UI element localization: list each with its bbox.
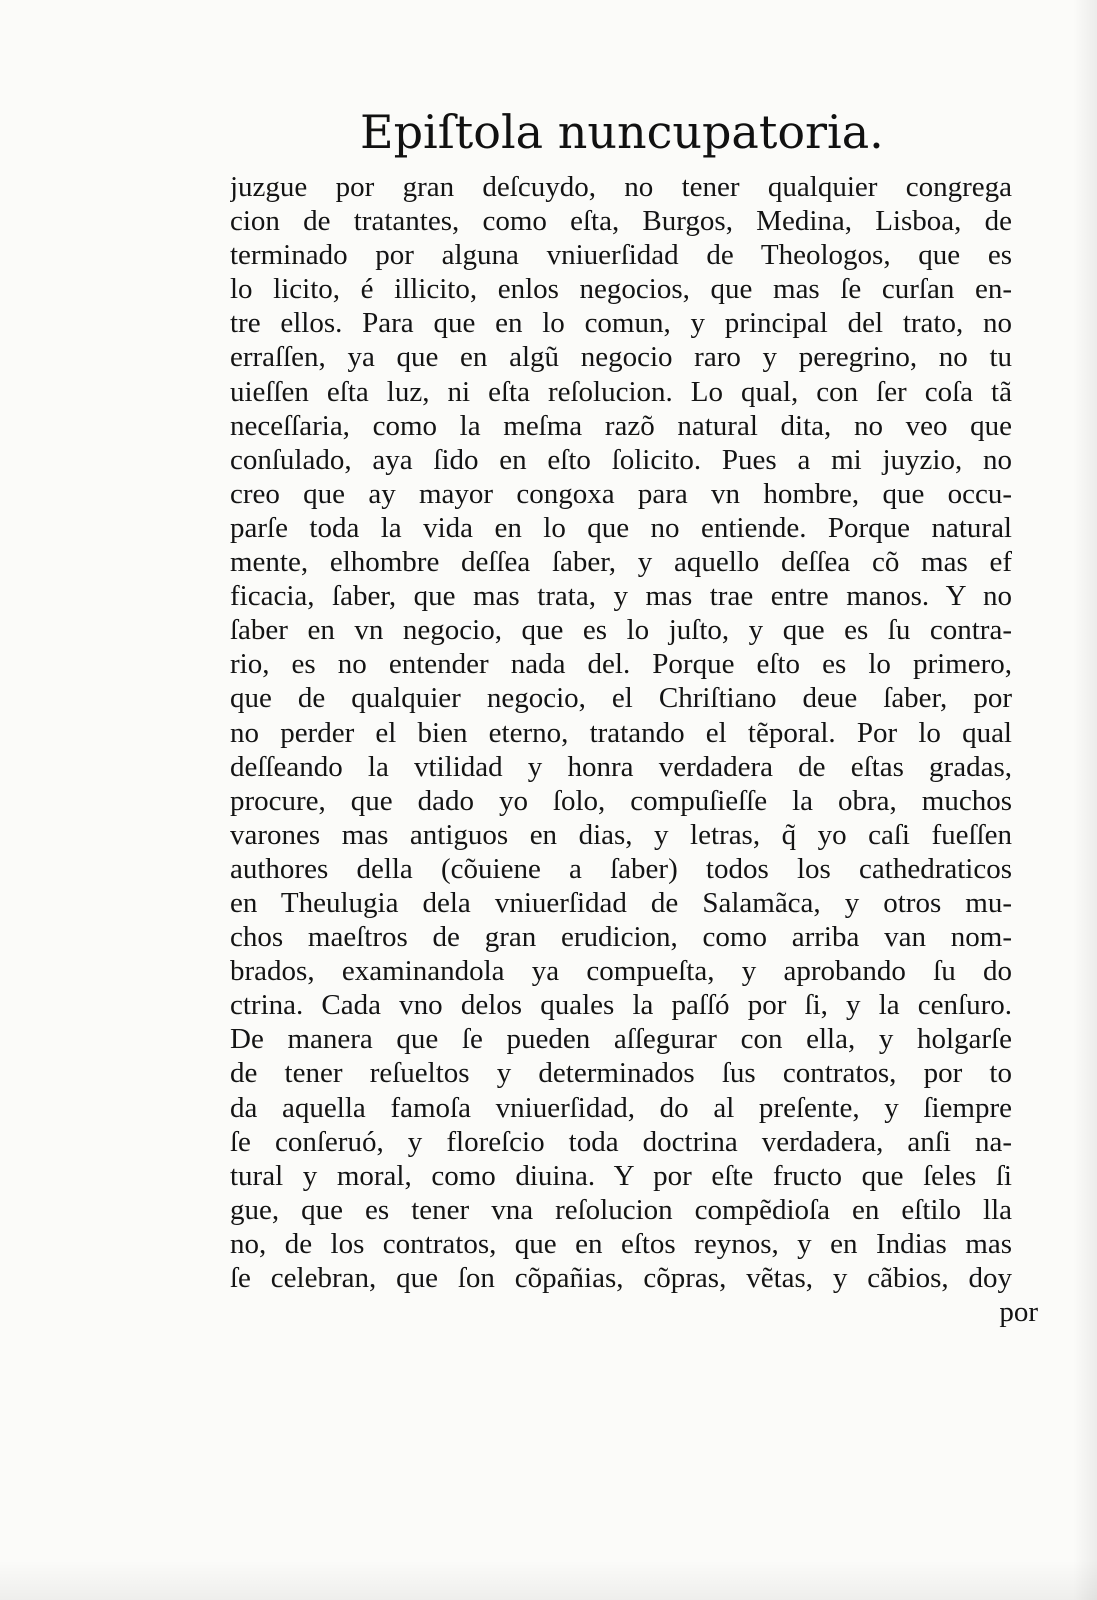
text-line: ctrina. Cada vno delos quales la paſſó por ſi, y la cenſuro. (230, 989, 1012, 1022)
text-line: De manera que ſe pueden aſſegurar con ella, y holgarſe (230, 1023, 1012, 1056)
text-line: varones mas antiguos en dias, y letras, q̃ yo caſi fueſſen (230, 818, 1012, 851)
text-line: ſaber en vn negocio, que es lo juſto, y que es ſu contra- (230, 614, 1012, 647)
text-line: brados, examinandola ya compueſta, y aprobando ſu do (230, 955, 1012, 988)
text-line: ſe celebran, que ſon cõpañias, cõpras, vẽtas, y cãbios, doy (230, 1262, 1012, 1294)
catchword: por (999, 1296, 1038, 1329)
text-line: tural y moral, como diuina. Y por eſte fructo que ſeles ſi (230, 1159, 1012, 1192)
text-line: uieſſen eſta luz, ni eſta reſolucion. Lo qual, con ſer coſa tã (230, 375, 1012, 408)
text-line: cion de tratantes, como eſta, Burgos, Medina, Lisboa, de (230, 205, 1012, 238)
text-line: erraſſen, ya que en algũ negocio raro y peregrino, no tu (230, 341, 1012, 374)
text-line: parſe toda la vida en lo que no entiende. Porque natural (230, 511, 1012, 544)
text-line: mente, elhombre deſſea ſaber, y aquello deſſea cõ mas ef (230, 546, 1012, 579)
text-line: authores della (cõuiene a ſaber) todos los cathedraticos (230, 852, 1012, 885)
text-line: ficacia, ſaber, que mas trata, y mas trae entre manos. Y no (230, 580, 1012, 613)
text-line: conſulado, aya ſido en eſto ſolicito. Pues a mi juyzio, no (230, 443, 1012, 476)
text-line: tre ellos. Para que en lo comun, y principal del trato, no (230, 307, 1012, 340)
text-line: de tener reſueltos y determinados ſus contratos, por to (230, 1057, 1012, 1090)
text-line: neceſſaria, como la meſma razõ natural dita, no veo que (230, 409, 1012, 442)
page-title: Epiſtola nuncupatoria. (360, 105, 884, 159)
page-bottom-shadow (0, 1560, 1097, 1600)
page-edge-shadow (1073, 0, 1097, 1600)
text-line: chos maeſtros de gran erudicion, como arriba van nom- (230, 921, 1012, 954)
text-line: deſſeando la vtilidad y honra verdadera de eſtas gradas, (230, 750, 1012, 783)
text-line: procure, que dado yo ſolo, compuſieſſe la obra, muchos (230, 784, 1012, 817)
page-body-text (230, 170, 1038, 1329)
text-line: da aquella famoſa vniuerſidad, do al preſente, y ſiempre (230, 1091, 1012, 1124)
text-line: juzgue por gran deſcuydo, no tener qualquier congrega (230, 171, 1012, 203)
text-line: ſe conſeruó, y floreſcio toda doctrina verdadera, anſi na- (230, 1125, 1012, 1158)
text-line: no perder el bien eterno, tratando el tẽporal. Por lo qual (230, 716, 1012, 749)
text-line: lo licito, é illicito, enlos negocios, que mas ſe curſan en- (230, 273, 1012, 306)
text-line: terminado por alguna vniuerſidad de Theologos, que es (230, 239, 1012, 272)
text-line: rio, es no entender nada del. Porque eſto es lo primero, (230, 648, 1012, 681)
text-line: en Theulugia dela vniuerſidad de Salamãca, y otros mu- (230, 886, 1012, 919)
text-line: no, de los contratos, que en eſtos reynos, y en Indias mas (230, 1227, 1012, 1260)
text-line: gue, que es tener vna reſolucion compẽdioſa en eſtilo lla (230, 1193, 1012, 1226)
text-line: que de qualquier negocio, el Chriſtiano deue ſaber, por (230, 682, 1012, 715)
text-line: creo que ay mayor congoxa para vn hombre, que occu- (230, 477, 1012, 510)
